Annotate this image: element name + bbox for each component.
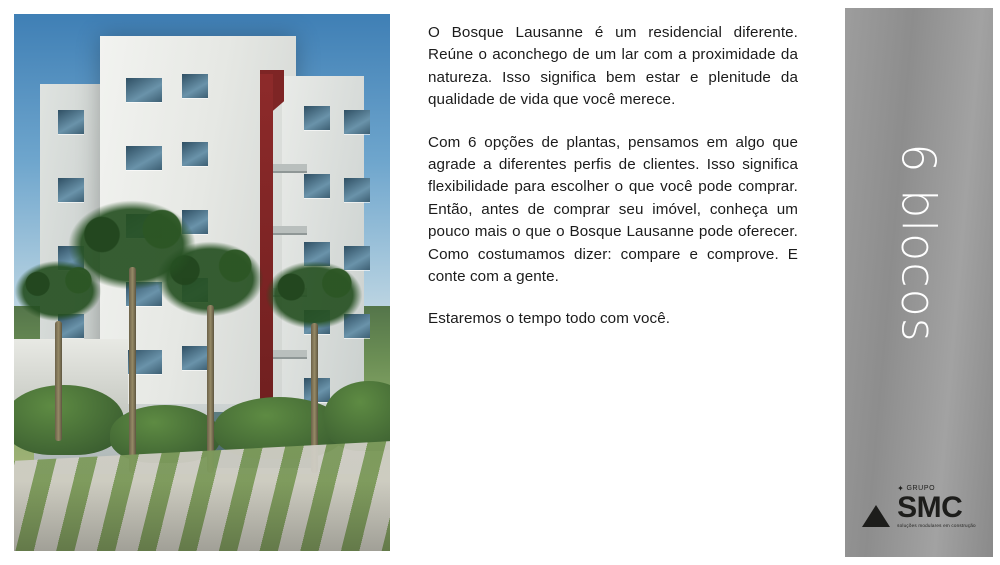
window xyxy=(58,110,84,134)
vertical-title-text: 6 blocos xyxy=(892,143,947,343)
window xyxy=(344,178,370,202)
star-icon: ✦ xyxy=(897,483,905,493)
paragraph-plans: Com 6 opções de plantas, pensamos em algo que agrade a diferentes perfis de clientes. Isso significa flexibilidade para escolher o que você pode comprar. Então, antes de comprar seu imóvel, conheça um pouco mais o que o Bosque Lausanne pode oferecer. Como costumamos dizer: compare e comprove. E conte com a gente. xyxy=(428,133,798,286)
paragraph-closing: Estaremos o tempo todo com você. xyxy=(428,310,671,328)
description-text-block xyxy=(428,22,798,331)
vertical-title xyxy=(845,8,993,478)
palm-trunk xyxy=(129,267,136,473)
side-panel xyxy=(845,8,993,557)
photo-illustration xyxy=(14,14,390,551)
palm-trunk xyxy=(207,305,214,473)
logo-grupo-label: GRUPO xyxy=(906,485,936,493)
balcony xyxy=(273,164,307,173)
company-logo xyxy=(845,485,993,529)
balcony xyxy=(273,350,307,359)
foreground-shadow xyxy=(14,481,390,551)
window xyxy=(182,142,208,166)
logo-tagline: soluções modulares em construção xyxy=(897,523,976,529)
window xyxy=(304,174,330,198)
window xyxy=(58,178,84,202)
paragraph-intro: O Bosque Lausanne é um residencial diferente. Reúne o aconchego de um lar com a proximidade da natureza. Isso significa bem estar e plenitude da qualidade de vida que você merece. xyxy=(428,24,798,109)
window xyxy=(304,106,330,130)
window xyxy=(182,346,208,370)
shrub xyxy=(14,385,124,455)
building-photo xyxy=(14,14,390,551)
window xyxy=(182,74,208,98)
window xyxy=(126,146,162,170)
triangle-shape xyxy=(862,505,890,527)
window xyxy=(344,110,370,134)
logo-text xyxy=(897,485,976,529)
balcony xyxy=(273,226,307,235)
triangle-logo-icon xyxy=(862,499,892,529)
window xyxy=(126,78,162,102)
logo-name: SMC xyxy=(897,490,963,524)
palm-trunk xyxy=(55,321,62,441)
